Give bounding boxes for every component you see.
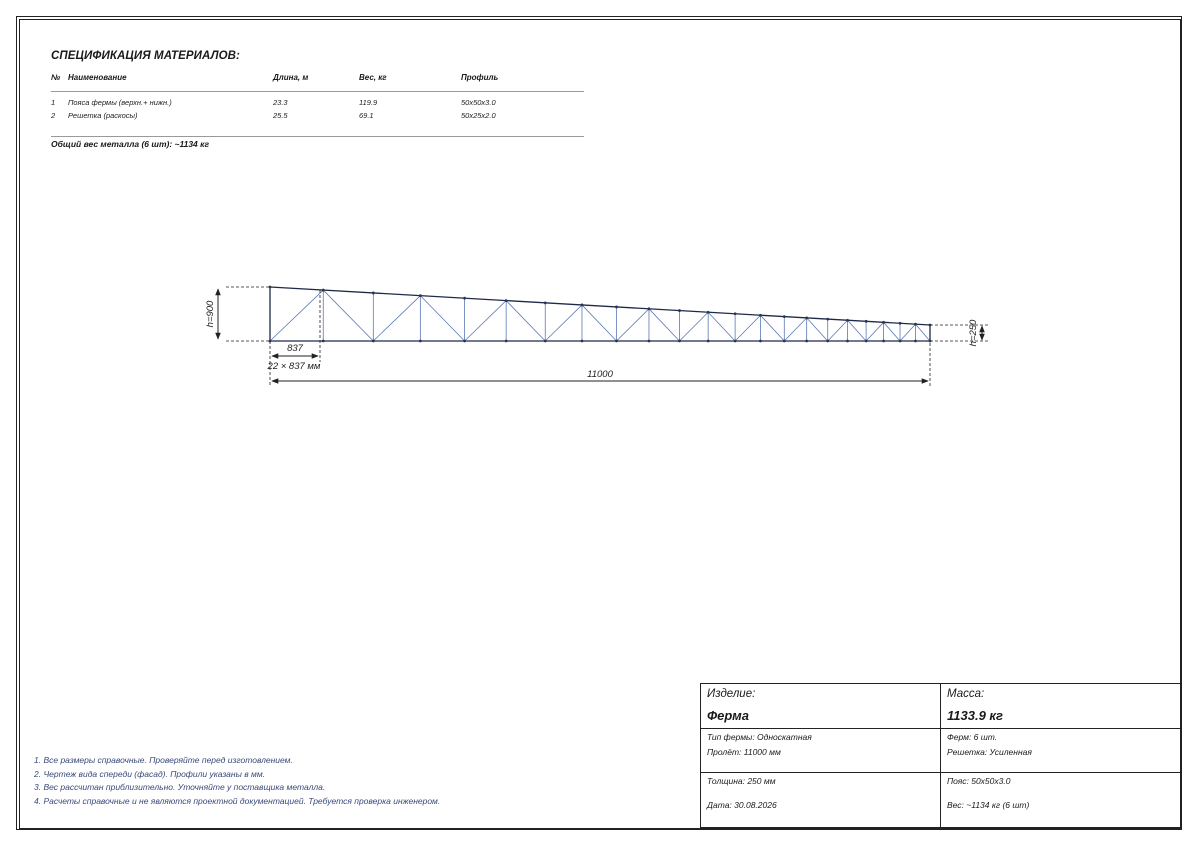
panel-length-label: 837: [287, 343, 303, 354]
top-node: [322, 289, 325, 292]
bottom-node: [544, 340, 547, 343]
bottom-node: [707, 340, 710, 343]
span-info: Пролёт: 11000 мм: [707, 747, 781, 757]
top-node: [783, 315, 786, 318]
top-node: [463, 297, 466, 300]
top-node: [505, 299, 508, 302]
date-info: Дата: 30.08.2026: [707, 800, 777, 810]
top-node: [759, 314, 762, 317]
web-diagonal: [582, 305, 617, 341]
top-node: [882, 321, 885, 324]
web-diagonal: [270, 290, 323, 341]
truss-elevation: [269, 286, 932, 343]
weight-info: Вес: ~1134 кг (6 шт): [947, 800, 1030, 810]
product-value: Ферма: [707, 708, 749, 723]
height-left-label: h=900: [205, 300, 216, 328]
height-right-label: h=250: [968, 319, 979, 347]
bottom-node: [505, 340, 508, 343]
product-label: Изделие:: [707, 688, 756, 700]
bottom-node: [759, 340, 762, 343]
spec-header-profile: Профиль: [461, 73, 499, 82]
spec-row-2-profile: 50x25x2.0: [461, 111, 496, 120]
web-diagonal: [465, 301, 507, 341]
web-diagonal: [884, 322, 900, 341]
bottom-node: [581, 340, 584, 343]
web-diagonal: [915, 324, 930, 341]
spec-row-1-name: Пояса фермы (верхн.+ нижн.): [68, 98, 172, 107]
panel-count-label: 22 × 837 мм: [267, 361, 321, 372]
spec-row-2-weight: 69.1: [359, 111, 374, 120]
spec-header-name: Наименование: [68, 73, 127, 82]
bottom-node: [463, 340, 466, 343]
spec-total: Общий вес металла (6 шт): ~1134 кг: [51, 139, 209, 149]
web-diagonal: [735, 315, 760, 341]
truss-count: Ферм: 6 шт.: [947, 732, 998, 742]
top-node: [581, 304, 584, 307]
general-notes: [34, 754, 440, 808]
top-node: [648, 307, 651, 310]
web-diagonal: [848, 320, 867, 341]
web-diagonal: [649, 309, 680, 341]
top-node: [805, 316, 808, 319]
bottom-node: [322, 340, 325, 343]
web-diagonal: [506, 301, 545, 341]
spec-header-number: №: [51, 73, 61, 82]
note-3: 3. Вес рассчитан приблизительно. Уточняйте у поставщика металла.: [34, 782, 326, 792]
top-node: [914, 323, 917, 326]
web-diagonal: [617, 309, 649, 341]
span-label: 11000: [587, 369, 613, 380]
bottom-node: [372, 340, 375, 343]
bottom-node: [899, 340, 902, 343]
top-node: [372, 292, 375, 295]
web-diagonal: [900, 324, 915, 341]
note-1: 1. Все размеры справочные. Проверяйте перед изготовлением.: [34, 755, 293, 765]
truss-type: Тип фермы: Односкатная: [707, 732, 812, 742]
web-diagonal: [323, 290, 373, 341]
web-diagonal: [708, 312, 735, 341]
top-node: [734, 312, 737, 315]
title-block-divider-2: [700, 772, 1181, 773]
spec-row-2-length: 25.5: [273, 111, 288, 120]
web-diagonal: [373, 296, 420, 341]
note-4: 4. Расчеты справочные и не являются проектной документацией. Требуется проверка инженером.: [34, 795, 441, 806]
top-node: [544, 301, 547, 304]
title-block-divider-1: [700, 728, 1181, 729]
bottom-node: [615, 340, 618, 343]
bottom-node: [734, 340, 737, 343]
mass-value: 1133.9 кг: [947, 708, 1003, 723]
bottom-node: [882, 340, 885, 343]
bottom-node: [846, 340, 849, 343]
top-node: [678, 309, 681, 312]
top-chord: [270, 287, 930, 325]
web-diagonal: [866, 322, 883, 341]
web-diagonal: [828, 320, 848, 341]
spec-title: СПЕЦИФИКАЦИЯ МАТЕРИАЛОВ:: [51, 50, 240, 62]
chord-profile: Пояс: 50x50x3.0: [947, 776, 1011, 786]
spec-row-1-length: 23.3: [273, 98, 288, 107]
web-diagonal: [807, 318, 828, 341]
spec-row-1-number: 1: [51, 98, 56, 107]
spec-header-length: Длина, м: [273, 73, 309, 82]
spec-header-weight: Вес, кг: [359, 73, 387, 82]
thickness-info: Толщина: 250 мм: [707, 776, 776, 786]
bottom-node: [826, 340, 829, 343]
web-diagonal: [545, 305, 582, 341]
bottom-node: [783, 340, 786, 343]
bottom-node: [805, 340, 808, 343]
web-diagonal: [784, 318, 806, 341]
spec-row-1-weight: 119.9: [359, 98, 378, 107]
lattice-type: Решетка: Усиленная: [947, 747, 1032, 757]
bottom-node: [914, 340, 917, 343]
top-node: [419, 294, 422, 297]
top-node: [865, 320, 868, 323]
spec-row-2-number: 2: [51, 111, 56, 120]
spec-row-1-profile: 50x50x3.0: [461, 98, 496, 107]
top-node: [899, 322, 902, 325]
note-2: 2. Чертеж вида спереди (фасад). Профили указаны в мм.: [34, 768, 266, 779]
top-node: [846, 319, 849, 322]
web-diagonal: [420, 296, 464, 341]
web-diagonal: [760, 315, 784, 341]
bottom-node: [865, 340, 868, 343]
bottom-node: [648, 340, 651, 343]
title-block-divider-vertical: [940, 683, 941, 828]
web-diagonal: [679, 312, 708, 341]
top-node: [615, 306, 618, 309]
bottom-node: [419, 340, 422, 343]
top-node: [826, 318, 829, 321]
spec-row-2-name: Решетка (раскосы): [68, 111, 138, 120]
top-node: [707, 311, 710, 314]
mass-label: Масса:: [947, 688, 985, 700]
bottom-node: [678, 340, 681, 343]
